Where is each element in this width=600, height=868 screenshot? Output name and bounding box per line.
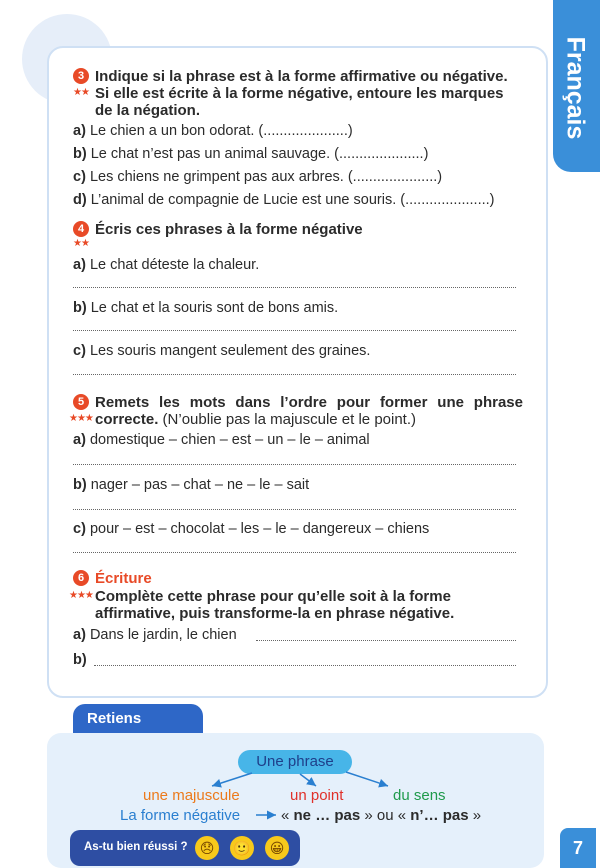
- exercise-number-badge: 3: [73, 68, 89, 84]
- exercise-item: a) domestique – chien – est – un – le – animal: [73, 432, 370, 448]
- exercise-number-badge: 5: [73, 394, 89, 410]
- exercise-number-badge: 4: [73, 221, 89, 237]
- concept-majuscule: une majuscule: [143, 787, 240, 804]
- exercise-number-badge: 6: [73, 570, 89, 586]
- page-number: 7: [560, 828, 596, 868]
- concept-point: un point: [290, 787, 344, 804]
- difficulty-stars: ★★: [73, 238, 89, 249]
- neutral-face-icon[interactable]: 🙂: [230, 836, 254, 860]
- exercise-item: c) pour – est – chocolat – les – le – dangereux – chiens: [73, 521, 430, 537]
- exercise-item: a) Dans le jardin, le chien: [73, 627, 237, 643]
- exercise-title: Écris ces phrases à la forme négative: [95, 221, 363, 238]
- exercise-item: d) L’animal de compagnie de Lucie est une souris. (.....................): [73, 192, 495, 208]
- retiens-tab: Retiens: [73, 704, 203, 734]
- concept-center: Une phrase: [238, 750, 352, 774]
- sad-face-icon[interactable]: 😞: [195, 836, 219, 860]
- exercise-item: a) Le chat déteste la chaleur.: [73, 257, 260, 273]
- exercise-note: (N’oublie pas la majuscule et le point.): [162, 411, 417, 428]
- exercise-label: Écriture: [95, 570, 152, 587]
- exercise-item: c) Les chiens ne grimpent pas aux arbres. (.....................): [73, 169, 443, 185]
- arrow-to-majuscule: [212, 773, 252, 786]
- subject-tab-label: Français: [561, 36, 590, 140]
- difficulty-stars: ★★★: [69, 590, 93, 601]
- concept-sens: du sens: [393, 787, 446, 804]
- happy-face-icon[interactable]: 😀: [265, 836, 289, 860]
- self-evaluation-label: As-tu bien réussi ?: [84, 841, 188, 853]
- difficulty-stars: ★★: [73, 87, 89, 98]
- exercise-item: b) Le chat n’est pas un animal sauvage. (.....................): [73, 146, 429, 162]
- arrow-to-sens: [346, 772, 388, 786]
- exercise-item: b) Le chat et la souris sont de bons amis.: [73, 300, 339, 316]
- exercise-item: a) Le chien a un bon odorat. (.....................): [73, 123, 353, 139]
- exercise-title: Indique si la phrase est à la forme affirmative ou négative. Si elle est écrite à la forme négative, entoure les marques de la négation.: [95, 68, 508, 119]
- exercise-item: b) nager – pas – chat – ne – le – sait: [73, 477, 310, 493]
- difficulty-stars: ★★★: [69, 413, 93, 424]
- negative-form-label: La forme négative: [120, 807, 241, 824]
- exercise-title: Remets les mots dans l’ordre pour former une phrase correcte.: [95, 394, 523, 428]
- negative-form-rule: « ne … pas » ou « n’… pas »: [281, 807, 482, 824]
- arrow-to-point: [300, 774, 316, 786]
- exercise-title: Complète cette phrase pour qu’elle soit à la forme affirmative, puis transforme-la en phrase négative.: [95, 588, 455, 622]
- exercise-item: b): [73, 652, 87, 668]
- exercise-item: c) Les souris mangent seulement des graines.: [73, 343, 371, 359]
